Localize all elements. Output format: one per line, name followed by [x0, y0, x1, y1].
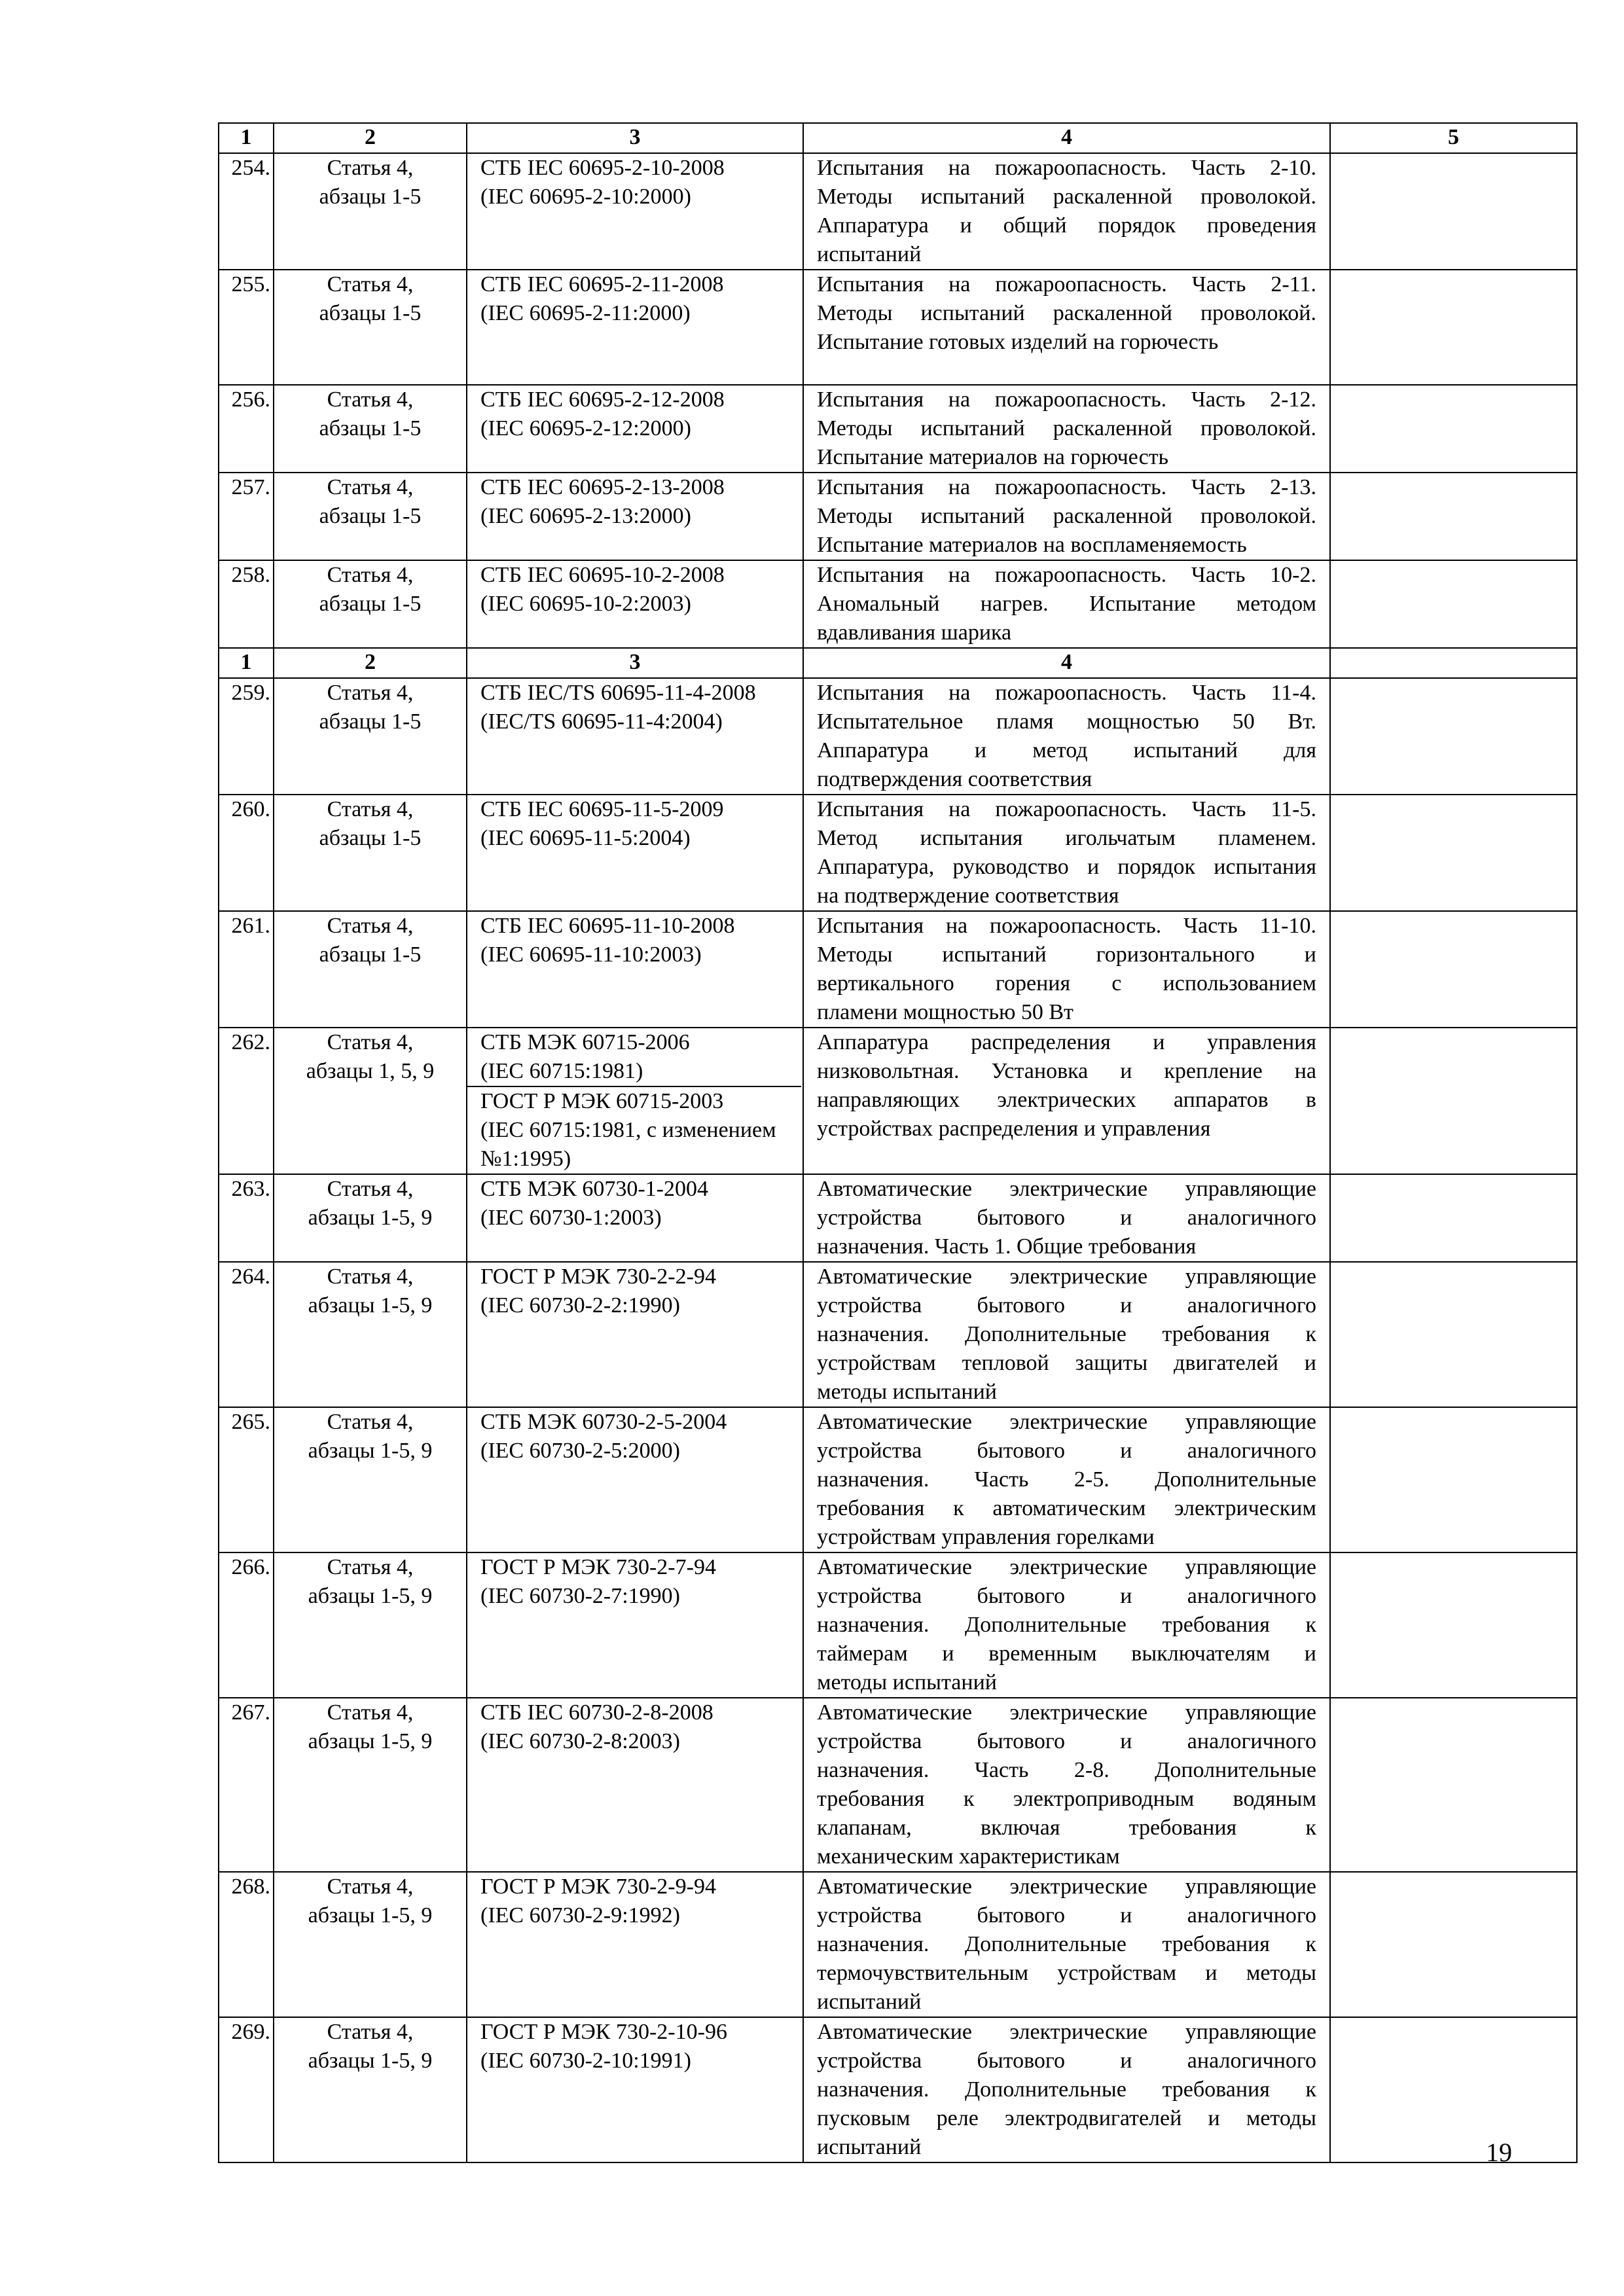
- description-line: устройства бытового и аналогичного: [817, 1729, 1316, 1753]
- description-line: термочувствительным устройствам и методы: [817, 1961, 1316, 1985]
- description-line: назначения. Часть 2-5. Дополнительные: [817, 1467, 1316, 1492]
- standard-line: ГОСТ Р МЭК 730-2-10-96: [480, 2020, 727, 2044]
- standard-line: ГОСТ Р МЭК 730-2-7-94: [480, 1555, 716, 1579]
- row-number: 263.: [219, 1174, 274, 1262]
- description-line: таймерам и временным выключателям и: [817, 1641, 1316, 1666]
- standard-cell: [467, 2017, 803, 2162]
- article-cell: [274, 270, 467, 385]
- notes-cell: [1330, 1552, 1577, 1698]
- article-line: абзацы 1-5, 9: [308, 1293, 433, 1318]
- description-line: требования к электроприводным водяным: [817, 1787, 1316, 1811]
- article-line: Статья 4,: [327, 1410, 414, 1434]
- description-line: Испытания на пожароопасность. Часть 11-4.: [817, 681, 1316, 705]
- notes-cell: [1330, 1174, 1577, 1262]
- description-line: Методы испытаний раскаленной проволокой.: [817, 504, 1316, 528]
- standard-line: СТБ МЭК 60730-1-2004: [480, 1177, 708, 1201]
- description-line: на подтверждение соответствия: [817, 884, 1119, 908]
- article-cell: [274, 1174, 467, 1262]
- standard-cell: [467, 678, 803, 795]
- standard-cell: [467, 385, 803, 473]
- table-row: [219, 1262, 1577, 1407]
- description-cell: [803, 1028, 1330, 1174]
- article-line: Статья 4,: [327, 1874, 414, 1899]
- standard-cell: [467, 1262, 803, 1407]
- header-row: [219, 648, 1577, 678]
- standard-line: ГОСТ Р МЭК 730-2-9-94: [480, 1874, 716, 1899]
- notes-cell: [1330, 795, 1577, 911]
- article-line: абзацы 1-5: [319, 504, 422, 528]
- table-row: [219, 385, 1577, 473]
- standard-line: СТБ IEC 60695-11-5-2009: [480, 797, 724, 821]
- standard-cell: [467, 1552, 803, 1698]
- standard-cell: [467, 911, 803, 1028]
- row-number: 261.: [219, 911, 274, 1028]
- article-line: Статья 4,: [327, 1030, 414, 1054]
- standard-line: (IEC 60715:1981): [480, 1059, 643, 1083]
- notes-cell: [1330, 1698, 1577, 1872]
- table-row: [219, 1407, 1577, 1552]
- description-line: Испытания на пожароопасность. Часть 2-12.: [817, 387, 1316, 412]
- table-row: [219, 270, 1577, 385]
- article-cell: [274, 560, 467, 648]
- description-line: Аппаратура и общий порядок проведения: [817, 213, 1316, 238]
- article-line: Статья 4,: [327, 797, 414, 821]
- description-cell: [803, 1407, 1330, 1552]
- standard-line: ГОСТ Р МЭК 730-2-2-94: [480, 1265, 716, 1289]
- row-number: 259.: [219, 678, 274, 795]
- standard-line: (IEC 60695-2-10:2000): [480, 185, 692, 209]
- description-line: испытаний: [817, 2135, 922, 2159]
- notes-cell: [1330, 2017, 1577, 2162]
- description-line: Автоматические электрические управляющие: [817, 1874, 1316, 1899]
- standard-line: (IEC 60695-11-5:2004): [480, 826, 691, 850]
- description-cell: [803, 385, 1330, 473]
- description-line: механическим характеристикам: [817, 1844, 1120, 1869]
- description-line: Метод испытания игольчатым пламенем.: [817, 826, 1316, 850]
- standard-line: СТБ IEC 60730-2-8-2008: [480, 1700, 713, 1725]
- header-cell: 3: [467, 648, 803, 678]
- description-cell: [803, 473, 1330, 560]
- description-line: Автоматические электрические управляющие: [817, 1177, 1316, 1201]
- notes-cell: [1330, 385, 1577, 473]
- table-row: [219, 1698, 1577, 1872]
- row-number: 254.: [219, 153, 274, 270]
- article-line: абзацы 1-5: [319, 416, 422, 440]
- description-cell: [803, 1698, 1330, 1872]
- article-cell: [274, 1872, 467, 2017]
- alt-standard: [467, 1086, 801, 1174]
- article-line: абзацы 1-5, 9: [308, 2049, 433, 2073]
- standard-line: СТБ МЭК 60730-2-5-2004: [480, 1410, 727, 1434]
- notes-cell: [1330, 1028, 1577, 1174]
- article-line: абзацы 1-5: [319, 301, 422, 325]
- description-line: Методы испытаний раскаленной проволокой.: [817, 301, 1316, 325]
- article-cell: [274, 153, 467, 270]
- article-line: абзацы 1-5, 9: [308, 1439, 433, 1463]
- row-number: 267.: [219, 1698, 274, 1872]
- standard-line: (IEC 60730-1:2003): [480, 1206, 662, 1230]
- description-line: низковольтная. Установка и крепление на: [817, 1059, 1316, 1083]
- description-line: Автоматические электрические управляющие: [817, 1265, 1316, 1289]
- standard-cell: [467, 1028, 803, 1174]
- description-line: испытаний: [817, 242, 922, 266]
- description-line: Аппаратура и метод испытаний для: [817, 738, 1316, 762]
- standard-line: (IEC 60695-11-10:2003): [480, 942, 702, 967]
- table-row: [219, 2017, 1577, 2162]
- notes-cell: [1330, 1262, 1577, 1407]
- description-line: требования к автоматическим электрическим: [817, 1496, 1316, 1520]
- standard-line: (IEC 60695-2-11:2000): [480, 301, 691, 325]
- description-line: Испытания на пожароопасность. Часть 2-13.: [817, 475, 1316, 499]
- description-line: пусковым реле электродвигателей и методы: [817, 2106, 1316, 2130]
- article-cell: [274, 473, 467, 560]
- standard-cell: [467, 795, 803, 911]
- description-line: методы испытаний: [817, 1670, 997, 1695]
- description-line: Методы испытаний горизонтального и: [817, 942, 1316, 967]
- description-cell: [803, 153, 1330, 270]
- description-line: назначения. Дополнительные требования к: [817, 1322, 1316, 1346]
- description-line: устройствах распределения и управления: [817, 1117, 1211, 1141]
- article-cell: [274, 1698, 467, 1872]
- notes-cell: [1330, 1872, 1577, 2017]
- standard-line: (IEC 60730-2-8:2003): [480, 1729, 681, 1753]
- description-line: устройства бытового и аналогичного: [817, 1903, 1316, 1928]
- description-cell: [803, 678, 1330, 795]
- description-line: Испытание готовых изделий на горючесть: [817, 330, 1219, 354]
- table-row: [219, 1872, 1577, 2017]
- header-cell: 3: [467, 123, 803, 153]
- standard-line: СТБ МЭК 60715-2006: [480, 1030, 690, 1054]
- standard-line: (IEC 60695-2-12:2000): [480, 416, 692, 440]
- standard-line: СТБ IEC 60695-11-10-2008: [480, 914, 735, 938]
- standard-line: СТБ IEC 60695-10-2-2008: [480, 563, 725, 587]
- standard-cell: [467, 1407, 803, 1552]
- description-line: Испытания на пожароопасность. Часть 2-11.: [817, 272, 1316, 296]
- description-line: Испытания на пожароопасность. Часть 11-10.: [817, 914, 1316, 938]
- article-cell: [274, 911, 467, 1028]
- description-cell: [803, 560, 1330, 648]
- document-page: [218, 122, 1576, 2163]
- description-cell: [803, 2017, 1330, 2162]
- standard-line: (IEC 60730-2-7:1990): [480, 1584, 681, 1608]
- article-line: абзацы 1-5, 9: [308, 1729, 433, 1753]
- description-line: Автоматические электрические управляющие: [817, 1410, 1316, 1434]
- article-line: абзацы 1-5: [319, 185, 422, 209]
- table-row: [219, 1028, 1577, 1174]
- description-line: устройства бытового и аналогичного: [817, 1439, 1316, 1463]
- description-line: назначения. Дополнительные требования к: [817, 1613, 1316, 1637]
- standard-line: (IEC 60730-2-9:1992): [480, 1903, 681, 1928]
- article-line: Статья 4,: [327, 1265, 414, 1289]
- article-line: Статья 4,: [327, 2020, 414, 2044]
- description-line: назначения. Дополнительные требования к: [817, 1932, 1316, 1956]
- description-line: назначения. Часть 1. Общие требования: [817, 1234, 1197, 1259]
- description-cell: [803, 1872, 1330, 2017]
- row-number: 268.: [219, 1872, 274, 2017]
- table-row: [219, 473, 1577, 560]
- row-number: 265.: [219, 1407, 274, 1552]
- standard-line: (IEC 60695-2-13:2000): [480, 504, 692, 528]
- description-line: клапанам, включая требования к: [817, 1816, 1316, 1840]
- article-cell: [274, 385, 467, 473]
- article-cell: [274, 678, 467, 795]
- description-line: методы испытаний: [817, 1380, 997, 1404]
- standard-line: СТБ IEC 60695-2-13-2008: [480, 475, 725, 499]
- standard-cell: [467, 560, 803, 648]
- description-line: Автоматические электрические управляющие: [817, 1555, 1316, 1579]
- article-line: Статья 4,: [327, 1555, 414, 1579]
- description-line: Испытания на пожароопасность. Часть 11-5.: [817, 797, 1316, 821]
- table-row: [219, 1174, 1577, 1262]
- header-cell: 4: [803, 648, 1330, 678]
- header-cell: 1: [219, 648, 274, 678]
- standard-cell: [467, 153, 803, 270]
- description-line: назначения. Дополнительные требования к: [817, 2077, 1316, 2102]
- article-cell: [274, 1028, 467, 1174]
- description-line: Испытание материалов на воспламеняемость: [817, 533, 1247, 557]
- article-cell: [274, 2017, 467, 2162]
- article-line: абзацы 1-5, 9: [308, 1206, 433, 1230]
- notes-cell: [1330, 911, 1577, 1028]
- article-line: Статья 4,: [327, 475, 414, 499]
- description-line: Методы испытаний раскаленной проволокой.: [817, 185, 1316, 209]
- standard-cell: [467, 270, 803, 385]
- standards-table: [218, 122, 1578, 2163]
- standard-line: (IEC 60730-2-10:1991): [480, 2049, 692, 2073]
- header-row: [219, 123, 1577, 153]
- article-line: Статья 4,: [327, 272, 414, 296]
- article-line: Статья 4,: [327, 156, 414, 180]
- article-line: абзацы 1-5, 9: [308, 1903, 433, 1928]
- description-line: вертикального горения с использованием: [817, 971, 1316, 996]
- header-cell: [1330, 648, 1577, 678]
- description-cell: [803, 911, 1330, 1028]
- row-number: 260.: [219, 795, 274, 911]
- article-line: Статья 4,: [327, 1177, 414, 1201]
- table-row: [219, 678, 1577, 795]
- description-line: Испытательное пламя мощностью 50 Вт.: [817, 709, 1316, 734]
- article-line: абзацы 1-5: [319, 942, 422, 967]
- article-line: Статья 4,: [327, 914, 414, 938]
- row-number: 262.: [219, 1028, 274, 1174]
- table-row: [219, 911, 1577, 1028]
- description-line: Аппаратура, руководство и порядок испытания: [817, 855, 1316, 879]
- standard-line: (IEC 60695-10-2:2003): [480, 592, 692, 616]
- article-cell: [274, 1262, 467, 1407]
- article-line: абзацы 1, 5, 9: [306, 1059, 435, 1083]
- description-line: устройства бытового и аналогичного: [817, 1206, 1316, 1230]
- description-line: Испытания на пожароопасность. Часть 10-2.: [817, 563, 1316, 587]
- standard-cell: [467, 1698, 803, 1872]
- standard-cell: [467, 1174, 803, 1262]
- description-line: назначения. Часть 2-8. Дополнительные: [817, 1758, 1316, 1782]
- description-cell: [803, 795, 1330, 911]
- table-row: [219, 795, 1577, 911]
- description-line: испытаний: [817, 1990, 922, 2014]
- description-line: вдавливания шарика: [817, 620, 1012, 645]
- article-line: абзацы 1-5, 9: [308, 1584, 433, 1608]
- article-line: Статья 4,: [327, 681, 414, 705]
- header-cell: 4: [803, 123, 1330, 153]
- notes-cell: [1330, 270, 1577, 385]
- article-line: Статья 4,: [327, 1700, 414, 1725]
- description-line: устройства бытового и аналогичного: [817, 1584, 1316, 1608]
- description-cell: [803, 1174, 1330, 1262]
- row-number: 255.: [219, 270, 274, 385]
- article-line: абзацы 1-5: [319, 709, 422, 734]
- header-cell: 1: [219, 123, 274, 153]
- standard-line: СТБ IEC 60695-2-10-2008: [480, 156, 725, 180]
- description-line: Аномальный нагрев. Испытание методом: [817, 592, 1316, 616]
- description-cell: [803, 1262, 1330, 1407]
- description-line: устройствам тепловой защиты двигателей и: [817, 1351, 1316, 1375]
- description-line: устройства бытового и аналогичного: [817, 2049, 1316, 2073]
- description-line: Автоматические электрические управляющие: [817, 2020, 1316, 2044]
- row-number: 257.: [219, 473, 274, 560]
- article-line: Статья 4,: [327, 563, 414, 587]
- notes-cell: [1330, 1407, 1577, 1552]
- standard-line: №1:1995): [480, 1147, 571, 1171]
- table-row: [219, 153, 1577, 270]
- standard-line: СТБ IEC 60695-2-12-2008: [480, 387, 725, 412]
- description-line: Методы испытаний раскаленной проволокой.: [817, 416, 1316, 440]
- article-cell: [274, 795, 467, 911]
- standard-line: СТБ IEC/TS 60695-11-4-2008: [480, 681, 756, 705]
- description-cell: [803, 1552, 1330, 1698]
- row-number: 266.: [219, 1552, 274, 1698]
- notes-cell: [1330, 560, 1577, 648]
- description-line: устройства бытового и аналогичного: [817, 1293, 1316, 1318]
- header-cell: 5: [1330, 123, 1577, 153]
- row-number: 264.: [219, 1262, 274, 1407]
- description-line: устройствам управления горелками: [817, 1525, 1155, 1549]
- standard-line: (IEC 60730-2-2:1990): [480, 1293, 681, 1318]
- article-line: абзацы 1-5: [319, 592, 422, 616]
- standard-line: (IEC 60715:1981, с изменением: [480, 1118, 776, 1142]
- description-line: Аппаратура распределения и управления: [817, 1030, 1316, 1054]
- description-line: направляющих электрических аппаратов в: [817, 1088, 1316, 1112]
- standard-cell: [467, 473, 803, 560]
- row-number: 256.: [219, 385, 274, 473]
- table-row: [219, 1552, 1577, 1698]
- standard-line: ГОСТ Р МЭК 60715-2003: [480, 1089, 724, 1113]
- notes-cell: [1330, 153, 1577, 270]
- description-line: подтверждения соответствия: [817, 767, 1092, 791]
- header-cell: 2: [274, 648, 467, 678]
- standard-line: СТБ IEC 60695-2-11-2008: [480, 272, 724, 296]
- description-line: Автоматические электрические управляющие: [817, 1700, 1316, 1725]
- description-line: Испытание материалов на горючесть: [817, 445, 1169, 469]
- article-cell: [274, 1552, 467, 1698]
- article-line: Статья 4,: [327, 387, 414, 412]
- notes-cell: [1330, 473, 1577, 560]
- header-cell: 2: [274, 123, 467, 153]
- page-number: 19: [1486, 2138, 1512, 2167]
- description-line: пламени мощностью 50 Вт: [817, 1000, 1074, 1024]
- standard-line: (IEC/TS 60695-11-4:2004): [480, 709, 723, 734]
- article-cell: [274, 1407, 467, 1552]
- description-line: Испытания на пожароопасность. Часть 2-10.: [817, 156, 1316, 180]
- row-number: 269.: [219, 2017, 274, 2162]
- standard-line: (IEC 60730-2-5:2000): [480, 1439, 681, 1463]
- article-line: абзацы 1-5: [319, 826, 422, 850]
- standard-cell: [467, 1872, 803, 2017]
- description-cell: [803, 270, 1330, 385]
- table-row: [219, 560, 1577, 648]
- notes-cell: [1330, 678, 1577, 795]
- row-number: 258.: [219, 560, 274, 648]
